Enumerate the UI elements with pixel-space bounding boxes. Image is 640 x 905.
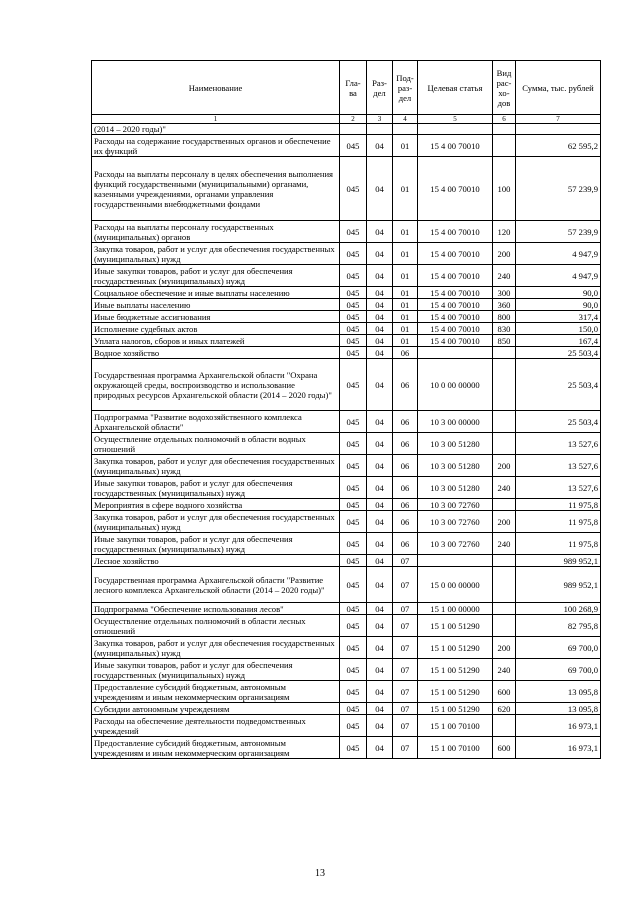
cell-name: Субсидии автономным учреждениям xyxy=(92,703,340,715)
cell-expense-type xyxy=(493,347,516,359)
cell-name: (2014 – 2020 годы)" xyxy=(92,124,340,135)
cell-target-article: 10 3 00 72760 xyxy=(418,499,493,511)
cell-expense-type: 240 xyxy=(493,265,516,287)
budget-table xyxy=(91,60,601,759)
cell-expense-type xyxy=(493,499,516,511)
cell-name: Расходы на содержание государственных органов и обеспечение их функций xyxy=(92,135,340,157)
cell-amount: 317,4 xyxy=(516,311,601,323)
header-subsection: Под-раз-дел xyxy=(393,61,418,115)
table-row xyxy=(92,603,601,615)
cell-chapter: 045 xyxy=(340,243,367,265)
column-number: 3 xyxy=(367,115,393,124)
cell-subsection: 07 xyxy=(393,659,418,681)
cell-expense-type: 240 xyxy=(493,477,516,499)
cell-subsection: 01 xyxy=(393,221,418,243)
cell-amount: 25 503,4 xyxy=(516,411,601,433)
column-number-row xyxy=(92,115,601,124)
table-row xyxy=(92,124,601,135)
cell-section: 04 xyxy=(367,221,393,243)
table-row xyxy=(92,265,601,287)
cell-chapter: 045 xyxy=(340,299,367,311)
cell-amount: 13 095,8 xyxy=(516,681,601,703)
cell-subsection: 01 xyxy=(393,311,418,323)
cell-target-article xyxy=(418,124,493,135)
cell-section xyxy=(367,124,393,135)
table-row xyxy=(92,715,601,737)
table-row xyxy=(92,311,601,323)
cell-amount: 69 700,0 xyxy=(516,637,601,659)
cell-expense-type xyxy=(493,433,516,455)
cell-name: Расходы на обеспечение деятельности подведомственных учреждений xyxy=(92,715,340,737)
cell-expense-type xyxy=(493,124,516,135)
table-row xyxy=(92,221,601,243)
cell-target-article: 15 1 00 51290 xyxy=(418,681,493,703)
cell-section: 04 xyxy=(367,157,393,221)
table-row xyxy=(92,567,601,603)
cell-chapter: 045 xyxy=(340,737,367,759)
cell-section: 04 xyxy=(367,615,393,637)
cell-section: 04 xyxy=(367,287,393,299)
cell-expense-type xyxy=(493,411,516,433)
cell-target-article: 15 4 00 70010 xyxy=(418,311,493,323)
cell-expense-type: 200 xyxy=(493,455,516,477)
cell-chapter: 045 xyxy=(340,265,367,287)
table-row xyxy=(92,287,601,299)
cell-chapter: 045 xyxy=(340,411,367,433)
cell-section: 04 xyxy=(367,359,393,411)
cell-target-article: 15 1 00 70100 xyxy=(418,715,493,737)
cell-name: Уплата налогов, сборов и иных платежей xyxy=(92,335,340,347)
table-row xyxy=(92,555,601,567)
cell-subsection: 07 xyxy=(393,615,418,637)
cell-amount: 82 795,8 xyxy=(516,615,601,637)
cell-name: Закупка товаров, работ и услуг для обеспечения государственных (муниципальных) нужд xyxy=(92,511,340,533)
cell-target-article: 15 4 00 70010 xyxy=(418,265,493,287)
cell-section: 04 xyxy=(367,659,393,681)
cell-amount: 989 952,1 xyxy=(516,567,601,603)
cell-section: 04 xyxy=(367,533,393,555)
header-target-article: Целевая статья xyxy=(418,61,493,115)
table-row xyxy=(92,335,601,347)
cell-subsection: 01 xyxy=(393,335,418,347)
cell-target-article: 10 3 00 72760 xyxy=(418,533,493,555)
cell-expense-type: 200 xyxy=(493,511,516,533)
cell-target-article: 15 1 00 00000 xyxy=(418,603,493,615)
cell-subsection: 06 xyxy=(393,411,418,433)
cell-name: Закупка товаров, работ и услуг для обеспечения государственных (муниципальных) нужд xyxy=(92,455,340,477)
cell-chapter: 045 xyxy=(340,455,367,477)
cell-chapter: 045 xyxy=(340,637,367,659)
cell-subsection: 01 xyxy=(393,243,418,265)
column-number: 1 xyxy=(92,115,340,124)
cell-chapter: 045 xyxy=(340,323,367,335)
column-number: 4 xyxy=(393,115,418,124)
cell-amount: 100 268,9 xyxy=(516,603,601,615)
cell-subsection: 07 xyxy=(393,555,418,567)
cell-amount: 989 952,1 xyxy=(516,555,601,567)
cell-name: Подпрограмма "Развитие водохозяйственного комплекса Архангельской области" xyxy=(92,411,340,433)
cell-section: 04 xyxy=(367,567,393,603)
cell-subsection: 06 xyxy=(393,499,418,511)
cell-chapter: 045 xyxy=(340,499,367,511)
cell-expense-type: 200 xyxy=(493,637,516,659)
cell-subsection: 07 xyxy=(393,703,418,715)
cell-chapter: 045 xyxy=(340,157,367,221)
cell-expense-type: 600 xyxy=(493,681,516,703)
cell-expense-type: 200 xyxy=(493,243,516,265)
cell-amount: 57 239,9 xyxy=(516,221,601,243)
cell-name: Осуществление отдельных полномочий в области лесных отношений xyxy=(92,615,340,637)
cell-section: 04 xyxy=(367,243,393,265)
cell-section: 04 xyxy=(367,737,393,759)
cell-chapter: 045 xyxy=(340,221,367,243)
cell-section: 04 xyxy=(367,455,393,477)
cell-name: Иные закупки товаров, работ и услуг для обеспечения государственных (муниципальных) нужд xyxy=(92,477,340,499)
cell-expense-type: 240 xyxy=(493,533,516,555)
cell-amount: 16 973,1 xyxy=(516,737,601,759)
cell-name: Предоставление субсидий бюджетным, автономным учреждениям и иным некоммерческим организациям xyxy=(92,681,340,703)
cell-name: Иные выплаты населению xyxy=(92,299,340,311)
cell-target-article: 15 4 00 70010 xyxy=(418,287,493,299)
cell-subsection: 06 xyxy=(393,511,418,533)
cell-amount: 62 595,2 xyxy=(516,135,601,157)
cell-name: Расходы на выплаты персоналу государственных (муниципальных) органов xyxy=(92,221,340,243)
cell-amount: 150,0 xyxy=(516,323,601,335)
column-number: 2 xyxy=(340,115,367,124)
table-row xyxy=(92,659,601,681)
cell-subsection: 06 xyxy=(393,477,418,499)
cell-target-article: 15 4 00 70010 xyxy=(418,221,493,243)
cell-name: Социальное обеспечение и иные выплаты населению xyxy=(92,287,340,299)
cell-chapter: 045 xyxy=(340,335,367,347)
header-section: Раз-дел xyxy=(367,61,393,115)
cell-target-article: 10 3 00 51280 xyxy=(418,455,493,477)
table-header-row xyxy=(92,61,601,115)
cell-subsection: 07 xyxy=(393,737,418,759)
cell-chapter: 045 xyxy=(340,555,367,567)
cell-expense-type xyxy=(493,615,516,637)
table-row xyxy=(92,135,601,157)
cell-target-article: 15 4 00 70010 xyxy=(418,157,493,221)
cell-chapter: 045 xyxy=(340,311,367,323)
cell-target-article: 15 0 00 00000 xyxy=(418,567,493,603)
cell-expense-type: 850 xyxy=(493,335,516,347)
cell-section: 04 xyxy=(367,637,393,659)
table-body xyxy=(92,124,601,759)
cell-target-article: 10 3 00 51280 xyxy=(418,477,493,499)
table-row xyxy=(92,737,601,759)
cell-name: Государственная программа Архангельской области "Охрана окружающей среды, воспроизводство и использование природных ресурсов Архангельской области (2014 – 2020 годы)" xyxy=(92,359,340,411)
table-row xyxy=(92,533,601,555)
cell-subsection: 07 xyxy=(393,681,418,703)
header-amount: Сумма, тыс. рублей xyxy=(516,61,601,115)
cell-amount: 25 503,4 xyxy=(516,359,601,411)
cell-target-article: 15 4 00 70010 xyxy=(418,135,493,157)
cell-name: Закупка товаров, работ и услуг для обеспечения государственных (муниципальных) нужд xyxy=(92,243,340,265)
cell-name: Водное хозяйство xyxy=(92,347,340,359)
column-number: 5 xyxy=(418,115,493,124)
cell-chapter: 045 xyxy=(340,135,367,157)
cell-target-article xyxy=(418,555,493,567)
column-number: 6 xyxy=(493,115,516,124)
cell-subsection xyxy=(393,124,418,135)
cell-target-article: 15 4 00 70010 xyxy=(418,299,493,311)
cell-subsection: 07 xyxy=(393,567,418,603)
cell-expense-type xyxy=(493,715,516,737)
table-row xyxy=(92,455,601,477)
cell-expense-type xyxy=(493,555,516,567)
cell-name: Расходы на выплаты персоналу в целях обеспечения выполнения функций государственными (муниципальными) органами, казенными учреждениями, органами управления государственными внебюджетными фондами xyxy=(92,157,340,221)
cell-chapter: 045 xyxy=(340,433,367,455)
cell-amount: 11 975,8 xyxy=(516,511,601,533)
cell-section: 04 xyxy=(367,311,393,323)
cell-name: Закупка товаров, работ и услуг для обеспечения государственных (муниципальных) нужд xyxy=(92,637,340,659)
cell-name: Мероприятия в сфере водного хозяйства xyxy=(92,499,340,511)
cell-expense-type: 830 xyxy=(493,323,516,335)
cell-target-article xyxy=(418,347,493,359)
header-expense-type: Вид рас-хо-дов xyxy=(493,61,516,115)
cell-target-article: 15 4 00 70010 xyxy=(418,335,493,347)
cell-subsection: 06 xyxy=(393,455,418,477)
cell-section: 04 xyxy=(367,511,393,533)
cell-chapter: 045 xyxy=(340,681,367,703)
cell-chapter: 045 xyxy=(340,533,367,555)
cell-section: 04 xyxy=(367,299,393,311)
cell-target-article: 10 3 00 00000 xyxy=(418,411,493,433)
cell-section: 04 xyxy=(367,347,393,359)
cell-subsection: 01 xyxy=(393,287,418,299)
cell-expense-type: 240 xyxy=(493,659,516,681)
cell-target-article: 10 0 00 00000 xyxy=(418,359,493,411)
cell-name: Подпрограмма "Обеспечение использования лесов" xyxy=(92,603,340,615)
cell-target-article: 15 1 00 51290 xyxy=(418,659,493,681)
cell-target-article: 10 3 00 51280 xyxy=(418,433,493,455)
cell-chapter: 045 xyxy=(340,715,367,737)
table-row xyxy=(92,359,601,411)
cell-section: 04 xyxy=(367,335,393,347)
cell-amount: 11 975,8 xyxy=(516,499,601,511)
table-row xyxy=(92,323,601,335)
cell-target-article: 15 4 00 70010 xyxy=(418,323,493,335)
table-row xyxy=(92,243,601,265)
cell-name: Предоставление субсидий бюджетным, автономным учреждениям и иным некоммерческим организациям xyxy=(92,737,340,759)
cell-section: 04 xyxy=(367,703,393,715)
cell-amount: 16 973,1 xyxy=(516,715,601,737)
cell-subsection: 06 xyxy=(393,359,418,411)
table-row xyxy=(92,511,601,533)
cell-chapter: 045 xyxy=(340,477,367,499)
cell-subsection: 07 xyxy=(393,603,418,615)
cell-expense-type: 360 xyxy=(493,299,516,311)
cell-section: 04 xyxy=(367,411,393,433)
cell-chapter: 045 xyxy=(340,603,367,615)
cell-name: Иные закупки товаров, работ и услуг для обеспечения государственных (муниципальных) нужд xyxy=(92,533,340,555)
cell-chapter: 045 xyxy=(340,567,367,603)
cell-section: 04 xyxy=(367,499,393,511)
cell-amount: 57 239,9 xyxy=(516,157,601,221)
cell-subsection: 06 xyxy=(393,347,418,359)
table-row xyxy=(92,347,601,359)
cell-amount: 13 527,6 xyxy=(516,477,601,499)
cell-amount: 4 947,9 xyxy=(516,243,601,265)
table-row xyxy=(92,681,601,703)
cell-subsection: 01 xyxy=(393,323,418,335)
cell-section: 04 xyxy=(367,477,393,499)
table-row xyxy=(92,433,601,455)
cell-section: 04 xyxy=(367,603,393,615)
header-chapter: Гла-ва xyxy=(340,61,367,115)
cell-chapter: 045 xyxy=(340,347,367,359)
cell-expense-type xyxy=(493,567,516,603)
cell-name: Иные закупки товаров, работ и услуг для обеспечения государственных (муниципальных) нужд xyxy=(92,659,340,681)
table-row xyxy=(92,299,601,311)
cell-amount: 90,0 xyxy=(516,299,601,311)
cell-expense-type: 620 xyxy=(493,703,516,715)
header-name: Наименование xyxy=(92,61,340,115)
cell-target-article: 15 1 00 51290 xyxy=(418,615,493,637)
cell-subsection: 07 xyxy=(393,637,418,659)
cell-section: 04 xyxy=(367,715,393,737)
cell-expense-type xyxy=(493,135,516,157)
cell-section: 04 xyxy=(367,265,393,287)
cell-subsection: 06 xyxy=(393,533,418,555)
cell-chapter: 045 xyxy=(340,703,367,715)
cell-amount: 167,4 xyxy=(516,335,601,347)
cell-target-article: 15 1 00 51290 xyxy=(418,637,493,659)
cell-expense-type: 300 xyxy=(493,287,516,299)
cell-name: Государственная программа Архангельской области "Развитие лесного комплекса Архангельской области (2014 – 2020 годы)" xyxy=(92,567,340,603)
cell-name: Иные бюджетные ассигнования xyxy=(92,311,340,323)
cell-chapter: 045 xyxy=(340,287,367,299)
column-number: 7 xyxy=(516,115,601,124)
cell-amount: 13 527,6 xyxy=(516,433,601,455)
cell-chapter: 045 xyxy=(340,659,367,681)
table-row xyxy=(92,615,601,637)
cell-target-article: 15 1 00 70100 xyxy=(418,737,493,759)
cell-section: 04 xyxy=(367,681,393,703)
cell-expense-type: 120 xyxy=(493,221,516,243)
table-row xyxy=(92,637,601,659)
cell-target-article: 15 4 00 70010 xyxy=(418,243,493,265)
cell-chapter: 045 xyxy=(340,615,367,637)
cell-subsection: 06 xyxy=(393,433,418,455)
table-row xyxy=(92,703,601,715)
cell-amount xyxy=(516,124,601,135)
cell-section: 04 xyxy=(367,555,393,567)
cell-amount: 13 527,6 xyxy=(516,455,601,477)
cell-expense-type xyxy=(493,603,516,615)
cell-chapter: 045 xyxy=(340,359,367,411)
cell-section: 04 xyxy=(367,323,393,335)
cell-amount: 90,0 xyxy=(516,287,601,299)
table-row xyxy=(92,499,601,511)
cell-amount: 4 947,9 xyxy=(516,265,601,287)
cell-chapter: 045 xyxy=(340,511,367,533)
cell-section: 04 xyxy=(367,135,393,157)
cell-amount: 11 975,8 xyxy=(516,533,601,555)
cell-name: Иные закупки товаров, работ и услуг для обеспечения государственных (муниципальных) нужд xyxy=(92,265,340,287)
cell-amount: 25 503,4 xyxy=(516,347,601,359)
cell-expense-type: 600 xyxy=(493,737,516,759)
cell-subsection: 01 xyxy=(393,157,418,221)
cell-section: 04 xyxy=(367,433,393,455)
cell-subsection: 01 xyxy=(393,265,418,287)
cell-subsection: 01 xyxy=(393,135,418,157)
cell-expense-type: 100 xyxy=(493,157,516,221)
cell-subsection: 07 xyxy=(393,715,418,737)
page-number: 13 xyxy=(315,868,325,879)
cell-target-article: 10 3 00 72760 xyxy=(418,511,493,533)
cell-expense-type: 800 xyxy=(493,311,516,323)
table-row xyxy=(92,157,601,221)
cell-name: Осуществление отдельных полномочий в области водных отношений xyxy=(92,433,340,455)
cell-expense-type xyxy=(493,359,516,411)
cell-chapter xyxy=(340,124,367,135)
cell-name: Лесное хозяйство xyxy=(92,555,340,567)
cell-amount: 13 095,8 xyxy=(516,703,601,715)
cell-name: Исполнение судебных актов xyxy=(92,323,340,335)
table-row xyxy=(92,411,601,433)
table-row xyxy=(92,477,601,499)
cell-target-article: 15 1 00 51290 xyxy=(418,703,493,715)
cell-subsection: 01 xyxy=(393,299,418,311)
cell-amount: 69 700,0 xyxy=(516,659,601,681)
